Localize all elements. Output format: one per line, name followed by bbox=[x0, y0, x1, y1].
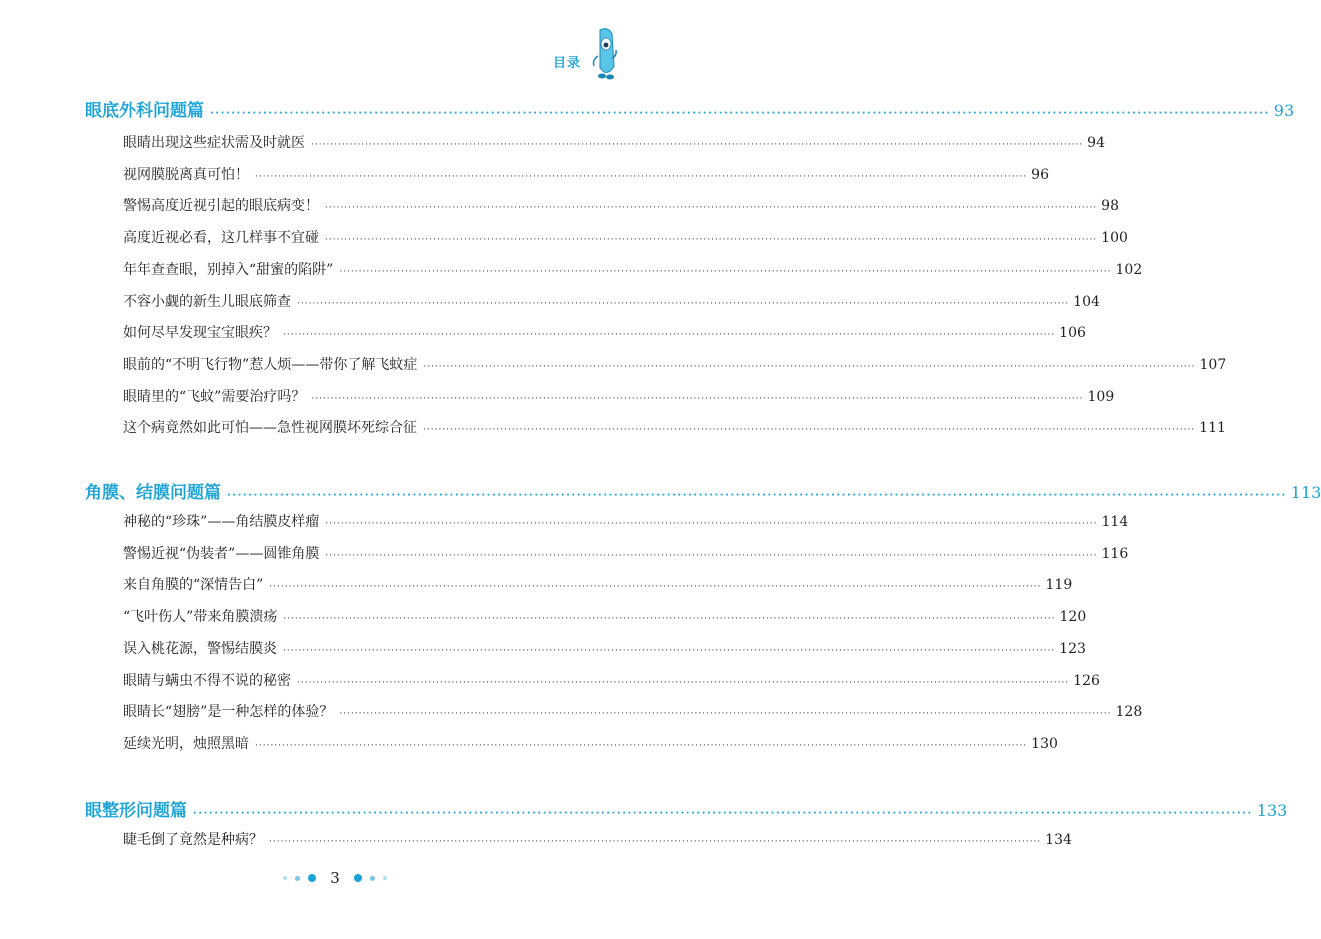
entry-page-number: 116 bbox=[1101, 546, 1129, 562]
dot-leader: ········································································································································································································ bbox=[339, 709, 1112, 719]
entry-title: 睫毛倒了竟然是种病？ bbox=[123, 832, 263, 848]
footer-dot-icon bbox=[354, 874, 362, 882]
section-heading[interactable] bbox=[85, 478, 1321, 503]
toc-entry[interactable] bbox=[123, 259, 1143, 279]
entry-title: 视网膜脱离真可怕！ bbox=[123, 167, 249, 183]
toc-entry[interactable] bbox=[123, 543, 1129, 563]
entry-page-number: 128 bbox=[1115, 704, 1143, 720]
dot-leader: ········································································································································································································ bbox=[311, 140, 1084, 150]
entry-title: 警惕高度近视引起的眼底病变！ bbox=[123, 198, 319, 214]
toc-entry[interactable] bbox=[123, 132, 1105, 152]
entry-page-number: 123 bbox=[1059, 641, 1086, 657]
dot-leader: ········································································································································································································ bbox=[227, 490, 1287, 501]
toc-entry[interactable] bbox=[123, 574, 1073, 594]
toc-entry[interactable] bbox=[123, 606, 1087, 626]
toc-entry[interactable] bbox=[123, 386, 1115, 406]
dot-leader: ········································································································································································································ bbox=[311, 394, 1084, 404]
entry-title: 如何尽早发现宝宝眼疾？ bbox=[123, 325, 277, 341]
footer-dot-icon bbox=[295, 876, 300, 881]
section-page-number: 113 bbox=[1290, 483, 1321, 502]
entry-page-number: 106 bbox=[1059, 325, 1086, 341]
entry-title: 延续光明，烛照黑暗 bbox=[123, 736, 249, 752]
entry-title: 眼睛长“翅膀”是一种怎样的体验？ bbox=[123, 704, 334, 720]
entry-title: 眼睛里的“飞蚊”需要治疗吗？ bbox=[123, 389, 306, 405]
entry-page-number: 104 bbox=[1073, 294, 1100, 310]
dot-leader: ········································································································································································································ bbox=[325, 235, 1098, 245]
toc-entry[interactable] bbox=[123, 164, 1049, 184]
entry-title: 警惕近视“伪装者”——圆锥角膜 bbox=[123, 546, 320, 562]
entry-title: 高度近视必看，这几样事不宜碰 bbox=[123, 230, 319, 246]
entry-page-number: 120 bbox=[1059, 609, 1087, 625]
dot-leader: ········································································································································································································ bbox=[297, 299, 1070, 309]
section-title: 眼底外科问题篇 bbox=[85, 101, 204, 121]
footer-dot-icon bbox=[383, 876, 387, 880]
section-header-label: 目录 bbox=[553, 56, 582, 71]
section-title: 角膜、结膜问题篇 bbox=[85, 483, 221, 503]
toc-entry[interactable] bbox=[123, 417, 1226, 437]
entry-page-number: 119 bbox=[1045, 577, 1073, 593]
entry-title: 神秘的“珍珠”——角结膜皮样瘤 bbox=[123, 514, 320, 530]
section-page-number: 133 bbox=[1256, 801, 1288, 820]
entry-page-number: 96 bbox=[1031, 167, 1049, 183]
dot-leader: ········································································································································································································ bbox=[283, 614, 1056, 624]
toc-entry[interactable] bbox=[123, 733, 1058, 753]
toc-entry[interactable] bbox=[123, 701, 1143, 721]
toc-entry[interactable] bbox=[123, 322, 1086, 342]
entry-page-number: 114 bbox=[1101, 514, 1129, 530]
toc-entry[interactable] bbox=[123, 195, 1119, 215]
section-heading[interactable] bbox=[85, 96, 1295, 121]
toc-entry[interactable] bbox=[123, 511, 1129, 531]
entry-page-number: 102 bbox=[1115, 262, 1143, 278]
dot-leader: ········································································································································································································ bbox=[423, 362, 1196, 372]
page-footer bbox=[0, 869, 670, 887]
entry-page-number: 134 bbox=[1045, 832, 1072, 848]
dot-leader: ········································································································································································································ bbox=[283, 646, 1056, 656]
entry-page-number: 126 bbox=[1073, 673, 1100, 689]
entry-title: 不容小觑的新生儿眼底筛查 bbox=[123, 294, 291, 310]
dot-leader: ········································································································································································································ bbox=[325, 203, 1098, 213]
entry-page-number: 107 bbox=[1199, 357, 1227, 373]
dot-leader: ········································································································································································································ bbox=[325, 551, 1098, 561]
entry-title: “飞叶伤人”带来角膜溃疡 bbox=[123, 609, 278, 625]
entry-title: 眼前的“不明飞行物”惹人烦——带你了解飞蚊症 bbox=[123, 357, 418, 373]
dot-leader: ········································································································································································································ bbox=[193, 808, 1253, 819]
entry-page-number: 100 bbox=[1101, 230, 1128, 246]
footer-dot-icon bbox=[370, 876, 375, 881]
entry-title: 来自角膜的“深情告白” bbox=[123, 577, 264, 593]
footer-dot-icon bbox=[283, 876, 287, 880]
entry-page-number: 111 bbox=[1199, 420, 1226, 436]
entry-page-number: 109 bbox=[1087, 389, 1115, 405]
entry-title: 眼睛出现这些症状需及时就医 bbox=[123, 135, 305, 151]
entry-page-number: 98 bbox=[1101, 198, 1119, 214]
entry-page-number: 130 bbox=[1031, 736, 1058, 752]
dot-leader: ········································································································································································································ bbox=[255, 741, 1028, 751]
entry-title: 误入桃花源，警惕结膜炎 bbox=[123, 641, 277, 657]
dot-leader: ········································································································································································································ bbox=[423, 425, 1196, 435]
dot-leader: ········································································································································································································ bbox=[269, 837, 1042, 847]
toc-entry[interactable] bbox=[123, 354, 1227, 374]
dot-leader: ········································································································································································································ bbox=[297, 678, 1070, 688]
page-number: 3 bbox=[330, 869, 340, 887]
footer-dot-icon bbox=[308, 874, 316, 882]
toc-entry[interactable] bbox=[123, 291, 1100, 311]
dot-leader: ········································································································································································································ bbox=[255, 172, 1028, 182]
section-page-number: 93 bbox=[1273, 101, 1295, 120]
section-heading[interactable] bbox=[85, 796, 1288, 821]
entry-title: 这个病竟然如此可怕——急性视网膜坏死综合征 bbox=[123, 420, 417, 436]
toc-entry[interactable] bbox=[123, 670, 1100, 690]
dot-leader: ········································································································································································································ bbox=[325, 519, 1098, 529]
dot-leader: ········································································································································································································ bbox=[283, 330, 1056, 340]
toc-entry[interactable] bbox=[123, 227, 1128, 247]
toc-entry[interactable] bbox=[123, 638, 1086, 658]
dot-leader: ········································································································································································································ bbox=[210, 108, 1270, 119]
entry-title: 年年查查眼，别掉入“甜蜜的陷阱” bbox=[123, 262, 334, 278]
entry-page-number: 94 bbox=[1087, 135, 1105, 151]
entry-title: 眼睛与螨虫不得不说的秘密 bbox=[123, 673, 291, 689]
section-title: 眼整形问题篇 bbox=[85, 801, 187, 821]
dot-leader: ········································································································································································································ bbox=[339, 267, 1112, 277]
toc-entry[interactable] bbox=[123, 829, 1072, 849]
dot-leader: ········································································································································································································ bbox=[269, 582, 1042, 592]
